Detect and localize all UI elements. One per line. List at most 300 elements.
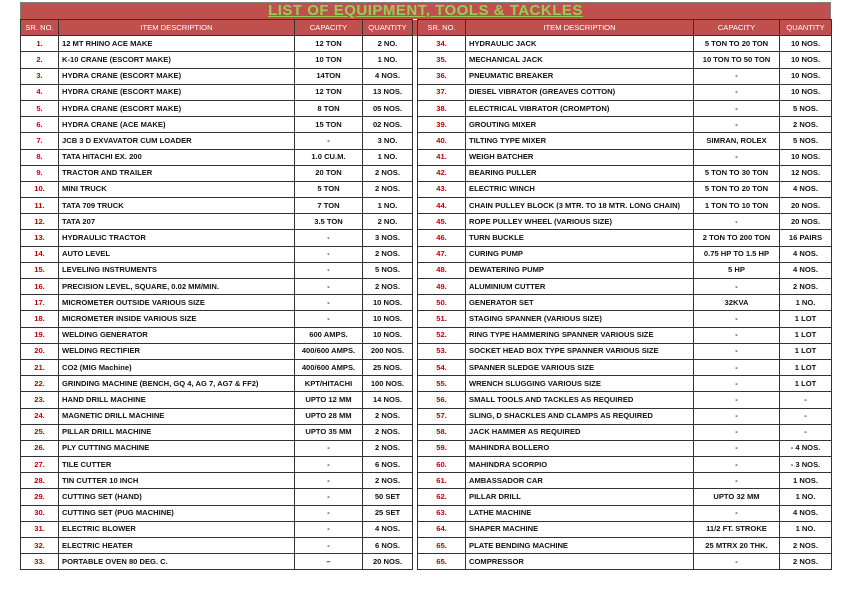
quantity-cell: 4 NOS. <box>363 68 413 84</box>
table-row <box>21 52 832 68</box>
capacity-cell: 0.75 HP TO 1.5 HP <box>694 246 780 262</box>
capacity-cell: - <box>295 457 363 473</box>
quantity-cell: 1 NO. <box>780 521 832 537</box>
quantity-cell: 10 NOS. <box>780 68 832 84</box>
quantity-cell: 1 NO. <box>363 149 413 165</box>
sr-no-cell: 64. <box>418 521 466 537</box>
quantity-cell: - 3 NOS. <box>780 457 832 473</box>
sr-no-cell: 23. <box>21 392 59 408</box>
quantity-cell: 20 NOS. <box>780 198 832 214</box>
capacity-cell: 5 TON <box>295 181 363 197</box>
capacity-cell: 5 TON TO 30 TON <box>694 165 780 181</box>
item-description-cell: JCB 3 D EXVAVATOR CUM LOADER <box>59 133 295 149</box>
sr-no-cell: 18. <box>21 311 59 327</box>
item-description-cell: TATA 207 <box>59 214 295 230</box>
sr-no-cell: 65. <box>418 554 466 570</box>
sr-no-cell: 58. <box>418 424 466 440</box>
quantity-cell: 10 NOS. <box>780 84 832 100</box>
quantity-cell: 200 NOS. <box>363 343 413 359</box>
sr-no-cell: 3. <box>21 68 59 84</box>
item-description-cell: SOCKET HEAD BOX TYPE SPANNER VARIOUS SIZE <box>466 343 694 359</box>
item-description-cell: CHAIN PULLEY BLOCK (3 MTR. TO 18 MTR. LONG CHAIN) <box>466 198 694 214</box>
capacity-cell: - <box>694 84 780 100</box>
item-description-cell: PILLAR DRILL <box>466 489 694 505</box>
table-row <box>21 457 832 473</box>
item-description-cell: MAGNETIC DRILL MACHINE <box>59 408 295 424</box>
sr-no-cell: 39. <box>418 117 466 133</box>
quantity-cell: 2 NOS. <box>363 165 413 181</box>
header-quantity: QUANTITY <box>363 20 413 36</box>
table-row <box>21 473 832 489</box>
capacity-cell: - <box>295 473 363 489</box>
sr-no-cell: 2. <box>21 52 59 68</box>
quantity-cell: 5 NOS. <box>780 133 832 149</box>
table-row <box>21 84 832 100</box>
quantity-cell: 3 NO. <box>363 133 413 149</box>
sr-no-cell: 47. <box>418 246 466 262</box>
item-description-cell: WELDING RECTIFIER <box>59 343 295 359</box>
capacity-cell: - <box>694 505 780 521</box>
item-description-cell: TILTING TYPE MIXER <box>466 133 694 149</box>
quantity-cell: 14 NOS. <box>363 392 413 408</box>
item-description-cell: GROUTING MIXER <box>466 117 694 133</box>
capacity-cell: UPTO 35 MM <box>295 424 363 440</box>
quantity-cell: 2 NOS. <box>363 408 413 424</box>
sr-no-cell: 41. <box>418 149 466 165</box>
table-row <box>21 133 832 149</box>
item-description-cell: HYDRA CRANE (ACE MAKE) <box>59 117 295 133</box>
table-row <box>21 311 832 327</box>
sr-no-cell: 62. <box>418 489 466 505</box>
sr-no-cell: 60. <box>418 457 466 473</box>
quantity-cell: 10 NOS. <box>780 149 832 165</box>
item-description-cell: CUTTING SET (HAND) <box>59 489 295 505</box>
table-row <box>21 538 832 554</box>
sr-no-cell: 25. <box>21 424 59 440</box>
table-row <box>21 408 832 424</box>
sr-no-cell: 22. <box>21 376 59 392</box>
sr-no-cell: 63. <box>418 505 466 521</box>
item-description-cell: PORTABLE OVEN 80 DEG. C. <box>59 554 295 570</box>
quantity-cell: 4 NOS. <box>780 181 832 197</box>
table-row <box>21 246 832 262</box>
item-description-cell: STAGING SPANNER (VARIOUS SIZE) <box>466 311 694 327</box>
sr-no-cell: 36. <box>418 68 466 84</box>
item-description-cell: SLING, D SHACKLES AND CLAMPS AS REQUIRED <box>466 408 694 424</box>
capacity-cell: - <box>694 343 780 359</box>
capacity-cell: – <box>295 554 363 570</box>
sr-no-cell: 53. <box>418 343 466 359</box>
item-description-cell: HYDRA CRANE (ESCORT MAKE) <box>59 68 295 84</box>
quantity-cell: 6 NOS. <box>363 538 413 554</box>
quantity-cell: 2 NOS. <box>780 554 832 570</box>
item-description-cell: TILE CUTTER <box>59 457 295 473</box>
quantity-cell: 2 NO. <box>363 214 413 230</box>
capacity-cell: 20 TON <box>295 165 363 181</box>
sr-no-cell: 65. <box>418 538 466 554</box>
quantity-cell: 1 LOT <box>780 376 832 392</box>
item-description-cell: WELDING GENERATOR <box>59 327 295 343</box>
table-row <box>21 181 832 197</box>
capacity-cell: 25 MTRX 20 THK. <box>694 538 780 554</box>
table-row <box>21 198 832 214</box>
item-description-cell: 12 MT RHINO ACE MAKE <box>59 36 295 52</box>
sr-no-cell: 46. <box>418 230 466 246</box>
sheet-title: LIST OF EQUIPMENT, TOOLS & TACKLES <box>20 2 831 19</box>
item-description-cell: TIN CUTTER 10 INCH <box>59 473 295 489</box>
sr-no-cell: 30. <box>21 505 59 521</box>
capacity-cell: - <box>694 424 780 440</box>
item-description-cell: WEIGH BATCHER <box>466 149 694 165</box>
quantity-cell: 1 NO. <box>363 52 413 68</box>
sr-no-cell: 26. <box>21 440 59 456</box>
sr-no-cell: 32. <box>21 538 59 554</box>
sr-no-cell: 34. <box>418 36 466 52</box>
sr-no-cell: 4. <box>21 84 59 100</box>
sr-no-cell: 27. <box>21 457 59 473</box>
quantity-cell: 1 NO. <box>780 295 832 311</box>
quantity-cell: 5 NOS. <box>363 262 413 278</box>
item-description-cell: MINI TRUCK <box>59 181 295 197</box>
sr-no-cell: 38. <box>418 100 466 116</box>
table-row <box>21 343 832 359</box>
sr-no-cell: 48. <box>418 262 466 278</box>
capacity-cell: UPTO 12 MM <box>295 392 363 408</box>
table-row <box>21 327 832 343</box>
table-row <box>21 165 832 181</box>
sr-no-cell: 33. <box>21 554 59 570</box>
capacity-cell: - <box>694 214 780 230</box>
header-item-description: ITEM DESCRIPTION <box>466 20 694 36</box>
sr-no-cell: 20. <box>21 343 59 359</box>
table-row <box>21 230 832 246</box>
capacity-cell: 8 TON <box>295 100 363 116</box>
sr-no-cell: 43. <box>418 181 466 197</box>
quantity-cell: 16 PAIRS <box>780 230 832 246</box>
item-description-cell: GRINDING MACHINE (BENCH, GQ 4, AG 7, AG7 & FF2) <box>59 376 295 392</box>
sr-no-cell: 10. <box>21 181 59 197</box>
sr-no-cell: 7. <box>21 133 59 149</box>
capacity-cell: - <box>295 489 363 505</box>
capacity-cell: 1.0 CU.M. <box>295 149 363 165</box>
quantity-cell: 2 NOS. <box>363 246 413 262</box>
item-description-cell: GENERATOR SET <box>466 295 694 311</box>
item-description-cell: RING TYPE HAMMERING SPANNER VARIOUS SIZE <box>466 327 694 343</box>
sr-no-cell: 59. <box>418 440 466 456</box>
quantity-cell: 2 NOS. <box>780 279 832 295</box>
capacity-cell: 2 TON TO 200 TON <box>694 230 780 246</box>
capacity-cell: 12 TON <box>295 84 363 100</box>
sr-no-cell: 29. <box>21 489 59 505</box>
table-row <box>21 295 832 311</box>
capacity-cell: - <box>295 521 363 537</box>
quantity-cell: 1 LOT <box>780 343 832 359</box>
equipment-sheet <box>20 2 831 570</box>
sr-no-cell: 52. <box>418 327 466 343</box>
quantity-cell: 2 NO. <box>363 36 413 52</box>
item-description-cell: MICROMETER INSIDE VARIOUS SIZE <box>59 311 295 327</box>
table-row <box>21 100 832 116</box>
capacity-cell: - <box>694 457 780 473</box>
quantity-cell: 10 NOS. <box>780 52 832 68</box>
capacity-cell: 12 TON <box>295 36 363 52</box>
capacity-cell: - <box>295 295 363 311</box>
item-description-cell: HYDRAULIC JACK <box>466 36 694 52</box>
capacity-cell: UPTO 28 MM <box>295 408 363 424</box>
sr-no-cell: 19. <box>21 327 59 343</box>
capacity-cell: UPTO 32 MM <box>694 489 780 505</box>
sr-no-cell: 37. <box>418 84 466 100</box>
capacity-cell: 5 TON TO 20 TON <box>694 36 780 52</box>
quantity-cell: 2 NOS. <box>363 424 413 440</box>
capacity-cell: - <box>295 538 363 554</box>
sr-no-cell: 24. <box>21 408 59 424</box>
sr-no-cell: 40. <box>418 133 466 149</box>
item-description-cell: ELECTRIC WINCH <box>466 181 694 197</box>
quantity-cell: 20 NOS. <box>780 214 832 230</box>
quantity-cell: 10 NOS. <box>363 311 413 327</box>
item-description-cell: SMALL TOOLS AND TACKLES AS REQUIRED <box>466 392 694 408</box>
quantity-cell: 10 NOS. <box>363 295 413 311</box>
item-description-cell: HYDRAULIC TRACTOR <box>59 230 295 246</box>
item-description-cell: TATA HITACHI EX. 200 <box>59 149 295 165</box>
quantity-cell: 1 LOT <box>780 327 832 343</box>
capacity-cell: 10 TON TO 50 TON <box>694 52 780 68</box>
quantity-cell: 2 NOS. <box>780 117 832 133</box>
item-description-cell: HYDRA CRANE (ESCORT MAKE) <box>59 100 295 116</box>
quantity-cell: 13 NOS. <box>363 84 413 100</box>
table-row <box>21 279 832 295</box>
sr-no-cell: 28. <box>21 473 59 489</box>
header-quantity: QUANTITY <box>780 20 832 36</box>
sr-no-cell: 17. <box>21 295 59 311</box>
item-description-cell: ALUMINIUM CUTTER <box>466 279 694 295</box>
item-description-cell: TURN BUCKLE <box>466 230 694 246</box>
sr-no-cell: 42. <box>418 165 466 181</box>
item-description-cell: MECHANICAL JACK <box>466 52 694 68</box>
table-row <box>21 262 832 278</box>
quantity-cell: 10 NOS. <box>780 36 832 52</box>
header-capacity: CAPACITY <box>694 20 780 36</box>
capacity-cell: - <box>295 505 363 521</box>
item-description-cell: JACK HAMMER AS REQUIRED <box>466 424 694 440</box>
sr-no-cell: 15. <box>21 262 59 278</box>
sr-no-cell: 51. <box>418 311 466 327</box>
item-description-cell: PILLAR DRILL MACHINE <box>59 424 295 440</box>
table-header-row <box>21 20 832 36</box>
sr-no-cell: 14. <box>21 246 59 262</box>
item-description-cell: ELECTRIC HEATER <box>59 538 295 554</box>
capacity-cell: 400/600 AMPS. <box>295 359 363 375</box>
capacity-cell: - <box>295 279 363 295</box>
capacity-cell: 400/600 AMPS. <box>295 343 363 359</box>
quantity-cell: 1 LOT <box>780 359 832 375</box>
capacity-cell: 600 AMPS. <box>295 327 363 343</box>
header-item-description: ITEM DESCRIPTION <box>59 20 295 36</box>
capacity-cell: - <box>295 311 363 327</box>
sr-no-cell: 54. <box>418 359 466 375</box>
capacity-cell: - <box>295 133 363 149</box>
table-row <box>21 36 832 52</box>
header-sr-no: SR. NO. <box>418 20 466 36</box>
table-row <box>21 554 832 570</box>
sr-no-cell: 50. <box>418 295 466 311</box>
quantity-cell: 4 NOS. <box>780 262 832 278</box>
item-description-cell: PNEUMATIC BREAKER <box>466 68 694 84</box>
table-row <box>21 68 832 84</box>
item-description-cell: CO2 (MIG Machine) <box>59 359 295 375</box>
item-description-cell: K-10 CRANE (ESCORT MAKE) <box>59 52 295 68</box>
quantity-cell: 02 NOS. <box>363 117 413 133</box>
item-description-cell: PRECISION LEVEL, SQUARE, 0.02 MM/MIN. <box>59 279 295 295</box>
table-row <box>21 376 832 392</box>
quantity-cell: 2 NOS. <box>363 181 413 197</box>
table-row <box>21 424 832 440</box>
sr-no-cell: 56. <box>418 392 466 408</box>
capacity-cell: - <box>694 554 780 570</box>
sr-no-cell: 13. <box>21 230 59 246</box>
capacity-cell: - <box>295 230 363 246</box>
item-description-cell: COMPRESSOR <box>466 554 694 570</box>
capacity-cell: - <box>295 262 363 278</box>
sr-no-cell: 16. <box>21 279 59 295</box>
sr-no-cell: 55. <box>418 376 466 392</box>
quantity-cell: 4 NOS. <box>780 505 832 521</box>
table-row <box>21 440 832 456</box>
capacity-cell: - <box>694 440 780 456</box>
capacity-cell: - <box>694 68 780 84</box>
capacity-cell: - <box>694 408 780 424</box>
capacity-cell: 1 TON TO 10 TON <box>694 198 780 214</box>
capacity-cell: 32KVA <box>694 295 780 311</box>
sr-no-cell: 11. <box>21 198 59 214</box>
quantity-cell: 1 NO. <box>363 198 413 214</box>
table-row <box>21 359 832 375</box>
header-capacity: CAPACITY <box>295 20 363 36</box>
item-description-cell: LATHE MACHINE <box>466 505 694 521</box>
sr-no-cell: 12. <box>21 214 59 230</box>
quantity-cell: - <box>780 408 832 424</box>
capacity-cell: - <box>295 440 363 456</box>
quantity-cell: 25 SET <box>363 505 413 521</box>
item-description-cell: DIESEL VIBRATOR (GREAVES COTTON) <box>466 84 694 100</box>
table-row <box>21 505 832 521</box>
quantity-cell: 6 NOS. <box>363 457 413 473</box>
sr-no-cell: 45. <box>418 214 466 230</box>
sr-no-cell: 44. <box>418 198 466 214</box>
quantity-cell: 3 NOS. <box>363 230 413 246</box>
item-description-cell: SPANNER SLEDGE VARIOUS SIZE <box>466 359 694 375</box>
capacity-cell: 10 TON <box>295 52 363 68</box>
item-description-cell: DEWATERING PUMP <box>466 262 694 278</box>
item-description-cell: PLY CUTTING MACHINE <box>59 440 295 456</box>
header-sr-no: SR. NO. <box>21 20 59 36</box>
sr-no-cell: 9. <box>21 165 59 181</box>
quantity-cell: 1 NO. <box>780 489 832 505</box>
sr-no-cell: 31. <box>21 521 59 537</box>
capacity-cell: 5 HP <box>694 262 780 278</box>
sr-no-cell: 5. <box>21 100 59 116</box>
quantity-cell: 4 NOS. <box>363 521 413 537</box>
capacity-cell: 3.5 TON <box>295 214 363 230</box>
capacity-cell: - <box>694 279 780 295</box>
quantity-cell: 2 NOS. <box>363 279 413 295</box>
capacity-cell: 5 TON TO 20 TON <box>694 181 780 197</box>
quantity-cell: 100 NOS. <box>363 376 413 392</box>
sr-no-cell: 57. <box>418 408 466 424</box>
table-row <box>21 521 832 537</box>
sr-no-cell: 21. <box>21 359 59 375</box>
quantity-cell: 2 NOS. <box>363 473 413 489</box>
table-row <box>21 214 832 230</box>
quantity-cell: 1 LOT <box>780 311 832 327</box>
item-description-cell: PLATE BENDING MACHINE <box>466 538 694 554</box>
capacity-cell: - <box>694 100 780 116</box>
table-row <box>21 489 832 505</box>
capacity-cell: 11/2 FT. STROKE <box>694 521 780 537</box>
sr-no-cell: 6. <box>21 117 59 133</box>
table-row <box>21 117 832 133</box>
item-description-cell: MICROMETER OUTSIDE VARIOUS SIZE <box>59 295 295 311</box>
item-description-cell: LEVELING INSTRUMENTS <box>59 262 295 278</box>
item-description-cell: AUTO LEVEL <box>59 246 295 262</box>
capacity-cell: 14TON <box>295 68 363 84</box>
item-description-cell: TATA 709 TRUCK <box>59 198 295 214</box>
capacity-cell: - <box>694 117 780 133</box>
item-description-cell: AMBASSADOR CAR <box>466 473 694 489</box>
capacity-cell: - <box>694 376 780 392</box>
quantity-cell: 5 NOS. <box>780 100 832 116</box>
quantity-cell: - <box>780 424 832 440</box>
equipment-table <box>20 19 832 570</box>
item-description-cell: ELECTRICAL VIBRATOR (CROMPTON) <box>466 100 694 116</box>
quantity-cell: 05 NOS. <box>363 100 413 116</box>
quantity-cell: 4 NOS. <box>780 246 832 262</box>
item-description-cell: HAND DRILL MACHINE <box>59 392 295 408</box>
sr-no-cell: 8. <box>21 149 59 165</box>
quantity-cell: 25 NOS. <box>363 359 413 375</box>
item-description-cell: MAHINDRA BOLLERO <box>466 440 694 456</box>
capacity-cell: - <box>694 359 780 375</box>
item-description-cell: ELECTRIC BLOWER <box>59 521 295 537</box>
item-description-cell: CUTTING SET (PUG MACHINE) <box>59 505 295 521</box>
item-description-cell: WRENCH SLUGGING VARIOUS SIZE <box>466 376 694 392</box>
capacity-cell: 15 TON <box>295 117 363 133</box>
capacity-cell: 7 TON <box>295 198 363 214</box>
table-row <box>21 392 832 408</box>
capacity-cell: - <box>694 473 780 489</box>
item-description-cell: HYDRA CRANE (ESCORT MAKE) <box>59 84 295 100</box>
sr-no-cell: 61. <box>418 473 466 489</box>
quantity-cell: 2 NOS. <box>363 440 413 456</box>
item-description-cell: MAHINDRA SCORPIO <box>466 457 694 473</box>
quantity-cell: 20 NOS. <box>363 554 413 570</box>
sr-no-cell: 49. <box>418 279 466 295</box>
table-row <box>21 149 832 165</box>
item-description-cell: SHAPER MACHINE <box>466 521 694 537</box>
capacity-cell: SIMRAN, ROLEX <box>694 133 780 149</box>
capacity-cell: KPT/HITACHI <box>295 376 363 392</box>
capacity-cell: - <box>694 392 780 408</box>
item-description-cell: ROPE PULLEY WHEEL (VARIOUS SIZE) <box>466 214 694 230</box>
capacity-cell: - <box>295 246 363 262</box>
capacity-cell: - <box>694 149 780 165</box>
quantity-cell: 10 NOS. <box>363 327 413 343</box>
quantity-cell: 2 NOS. <box>780 538 832 554</box>
quantity-cell: - <box>780 392 832 408</box>
quantity-cell: 50 SET <box>363 489 413 505</box>
item-description-cell: CURING PUMP <box>466 246 694 262</box>
